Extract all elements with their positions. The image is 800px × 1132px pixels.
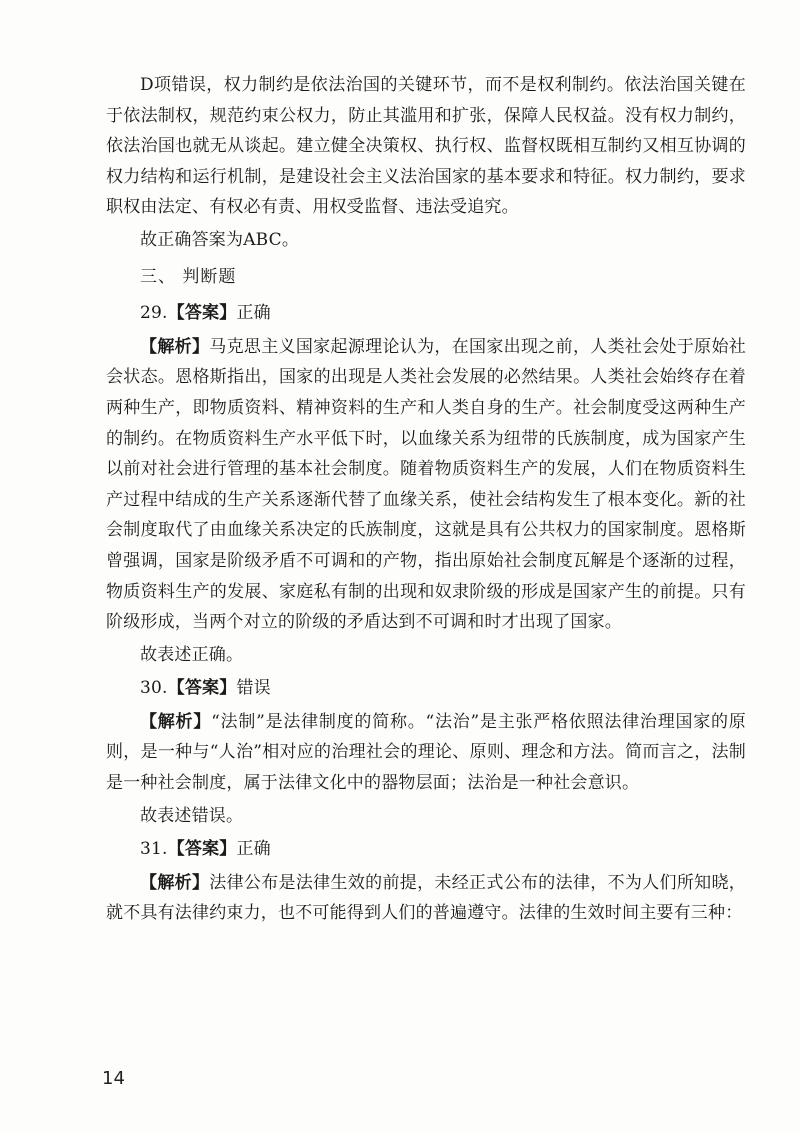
question-31-analysis-label: 【解析】 [140,872,210,893]
question-30-analysis [106,707,746,799]
question-30-answer: 错误 [236,678,271,699]
question-29-conclusion: 故表述正确。 [140,644,244,665]
question-31-analysis [106,868,746,929]
section-heading: 三、 判断题 [140,266,237,287]
question-30-analysis-label: 【解析】 [140,711,212,732]
page-content [106,70,746,929]
question-29-answer: 正确 [236,303,271,324]
question-31-number: 31. [140,839,168,860]
question-31-analysis-text: 法律公布是法律生效的前提，未经正式公布的法律，不为人们所知晓，就不具有法律约束力，也不可能得到人们的普遍遵守。法律的生效时间主要有三种： [106,872,746,924]
paragraph-correct-answer: 故正确答案为ABC。 [140,229,300,250]
paragraph-d-option-explanation: D项错误，权力制约是依法治国的关键环节，而不是权利制约。依法治国关键在于依法制权，规范约束公权力，防止其滥用和扩张，保障人民权益。没有权力制约，依法治国也就无从谈起。建立健全决策权、执行权、监督权既相互制约又相互协调的权力结构和运行机制，是建设社会主义法治国家的基本要求和特征。权力制约，要求职权由法定、有权必有责、用权受监督、违法受追究。 [106,75,746,218]
page-number: 14 [102,1068,125,1089]
question-29-analysis-text: 马克思主义国家起源理论认为，在国家出现之前，人类社会处于原始社会状态。恩格斯指出，国家的出现是人类社会发展的必然结果。人类社会始终存在着两种生产，即物质资料、精神资料的生产和人类自身的生产。社会制度受这两种生产的制约。在物质资料生产水平低下时，以血缘关系为纽带的氏族制度，成为国家产生以前对社会进行管理的基本社会制度。随着物质资料生产的发展，人们在物质资料生产过程中结成的生产关系逐渐代替了血缘关系，使社会结构发生了根本变化。新的社会制度取代了由血缘关系决定的氏族制度，这就是具有公共权力的国家制度。恩格斯曾强调，国家是阶级矛盾不可调和的产物，指出原始社会制度瓦解是个逐渐的过程，物质资料生产的发展、家庭私有制的出现和奴隶阶级的形成是国家产生的前提。只有阶级形成，当两个对立的阶级的矛盾达到不可调和时才出现了国家。 [106,336,746,633]
question-30-number: 30. [140,678,168,699]
question-29-analysis-label: 【解析】 [140,336,210,357]
question-30-answer-line [106,673,746,704]
question-29-number: 29. [140,303,168,324]
question-29-answer-line [106,298,746,329]
question-31-answer: 正确 [236,839,271,860]
question-31-answer-line [106,834,746,865]
question-29-analysis [106,332,746,638]
question-31-answer-label: 【答案】 [167,839,237,860]
question-30-answer-label: 【答案】 [167,678,237,699]
question-30-conclusion: 故表述错误。 [140,805,244,826]
question-30-analysis-text: “法制”是法律制度的简称。“法治”是主张严格依照法律治理国家的原则，是一种与“人治”相对应的治理社会的理论、原则、理念和方法。简而言之，法制是一种社会制度，属于法律文化中的器物层面；法治是一种社会意识。 [106,711,746,794]
question-29-answer-label: 【答案】 [167,303,237,324]
